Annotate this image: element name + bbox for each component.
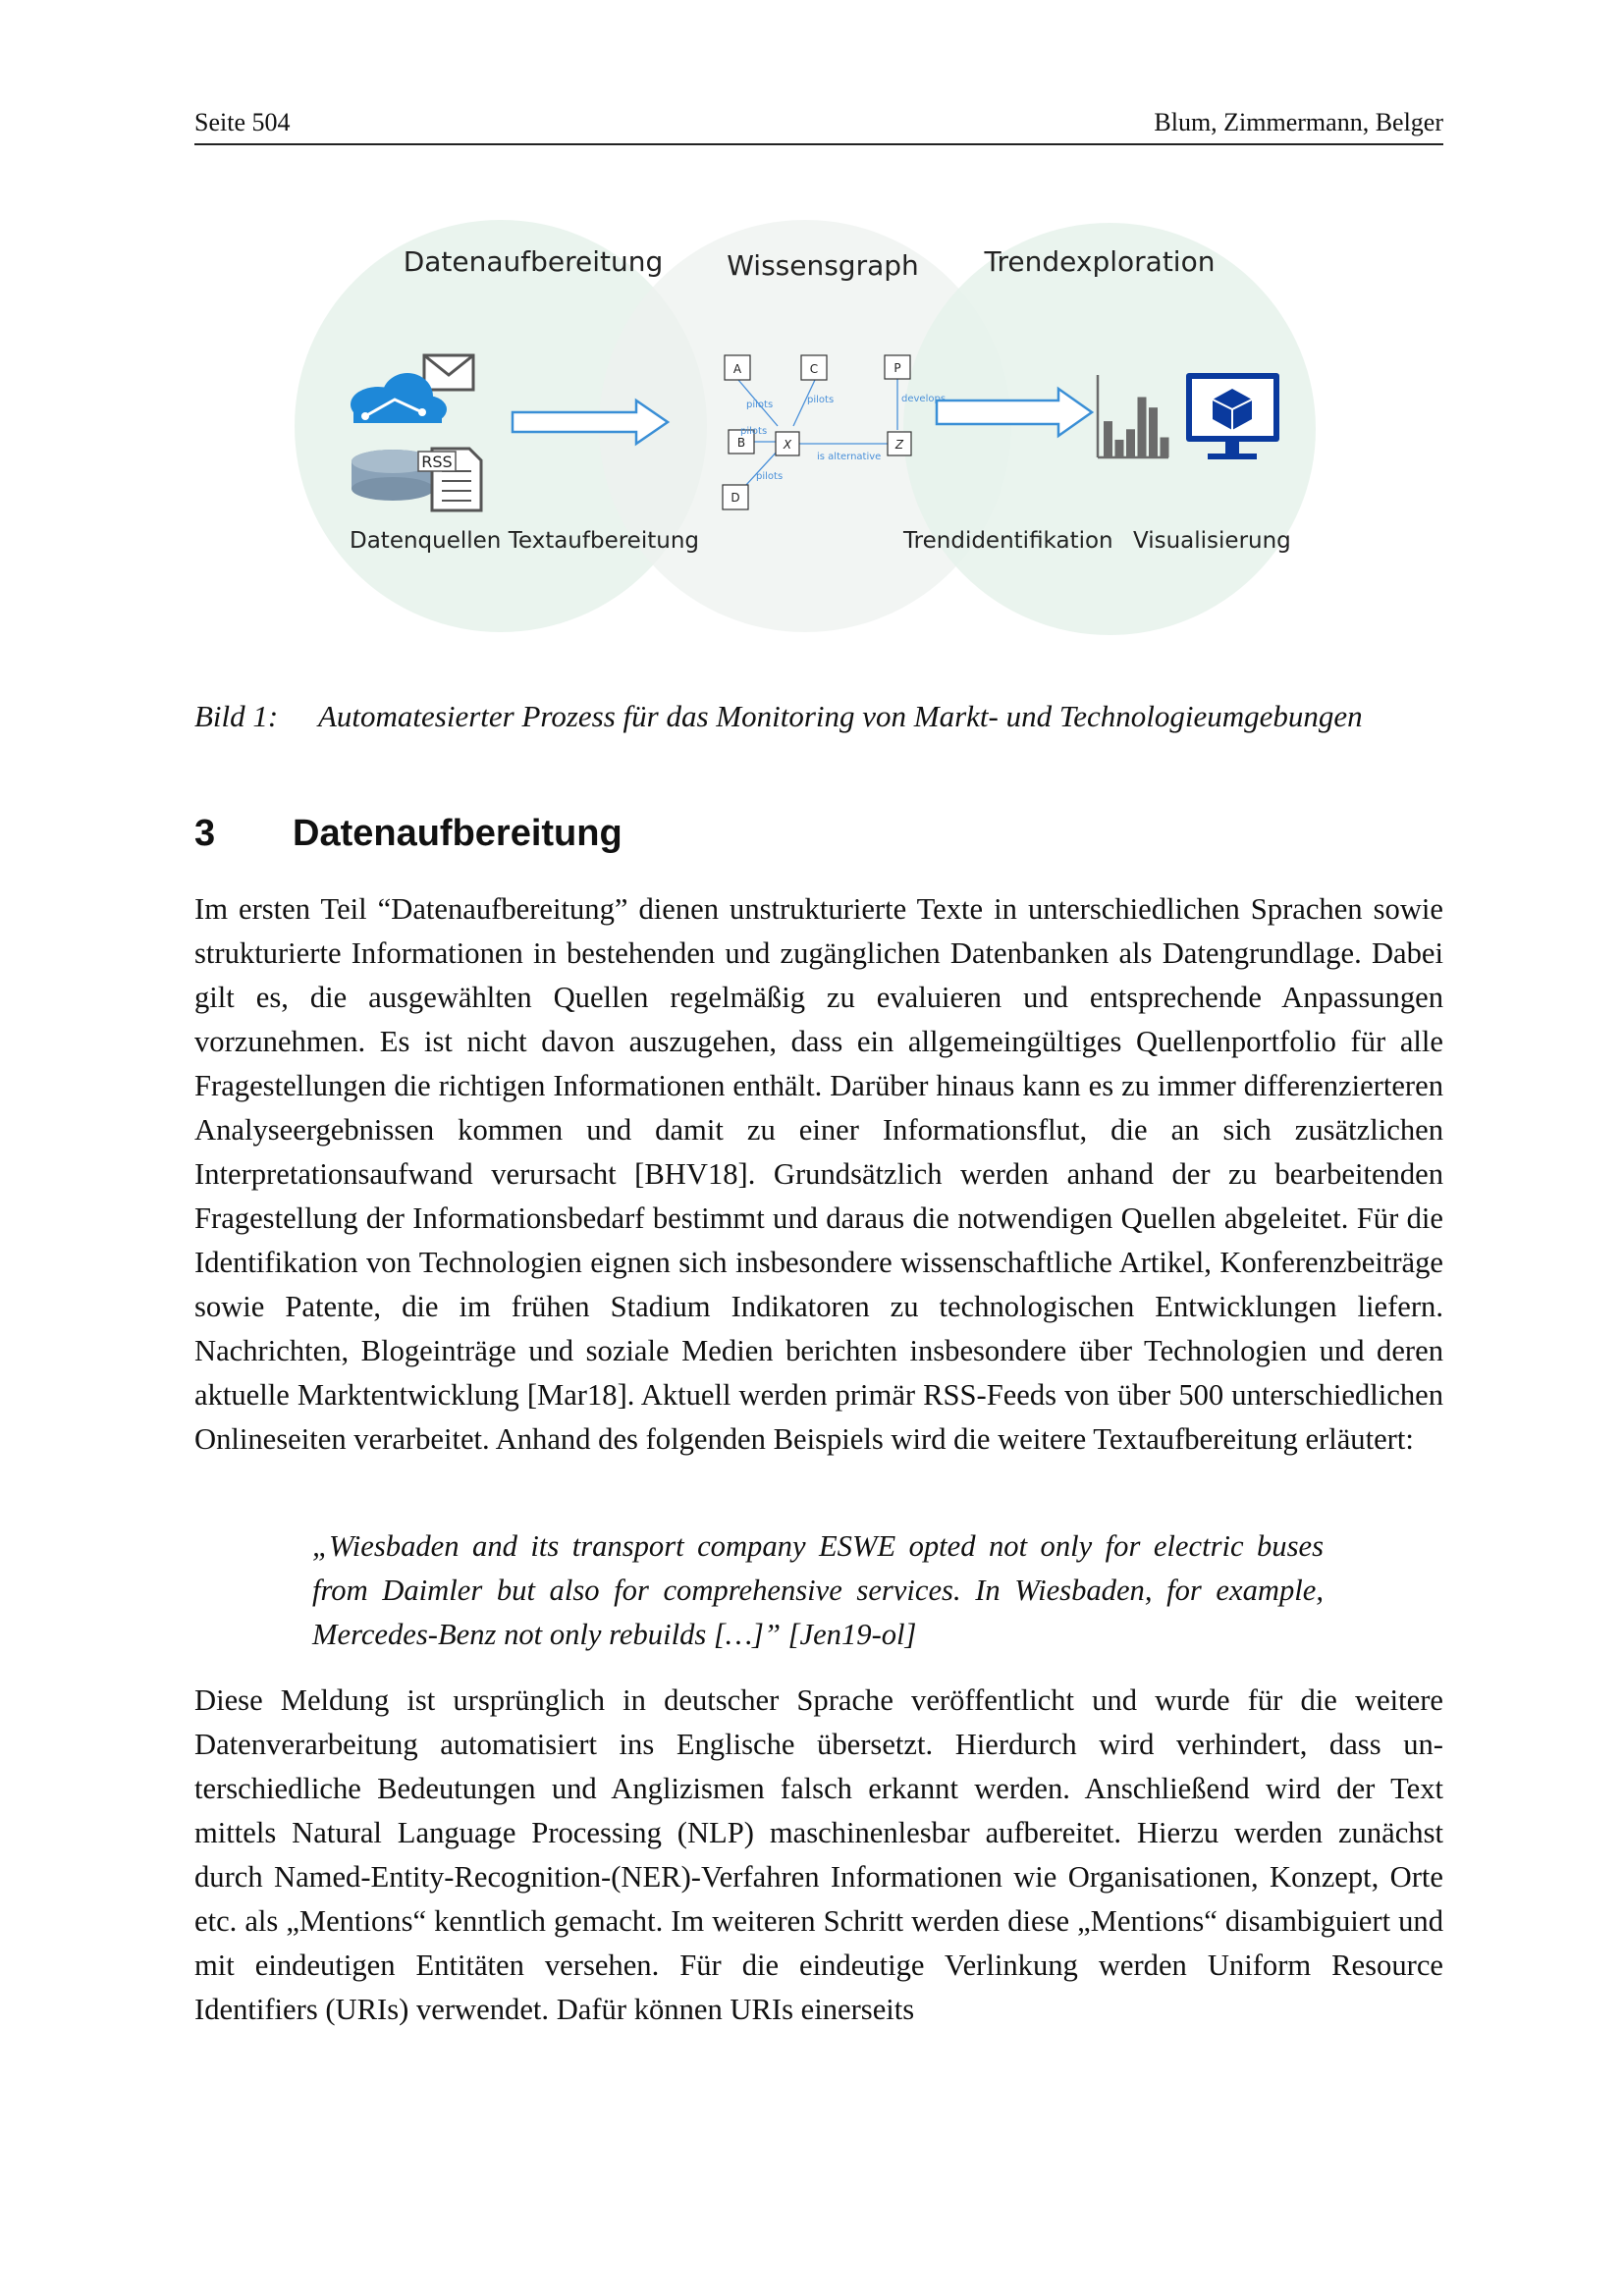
caption-label: Bild 1:	[194, 699, 279, 733]
graph-node-b: B	[736, 436, 746, 450]
edge-label-pilots-a: pilots	[746, 400, 774, 410]
edge-label-pilots-b: pilots	[740, 426, 768, 437]
bar-icon-bar	[1104, 421, 1112, 457]
bar-icon-bar	[1161, 438, 1169, 458]
stage-title-trendexploration: Trendexploration	[984, 245, 1216, 278]
stage-title-wissensgraph: Wissensgraph	[727, 249, 919, 282]
page-number: Seite 504	[194, 108, 291, 136]
graph-node-p: P	[893, 361, 901, 375]
graph-node-d: D	[731, 491, 740, 505]
block-quote: „Wiesbaden and its transport company ESWE opted not only for electric buses from Daimler but also for comprehensive services. In Wiesbaden, for example, Mercedes-Benz not only rebuilds […]” [Jen19-ol]	[312, 1529, 1324, 1651]
bar-icon-bar	[1149, 407, 1158, 457]
rss-label: RSS	[421, 453, 453, 471]
label-visualisierung: Visualisierung	[1133, 528, 1291, 554]
figure-caption	[194, 699, 1443, 734]
edge-label-pilots-d: pilots	[756, 471, 784, 482]
body-paragraph-2: Diese Meldung ist ursprünglich in deutscher Sprache veröffentlicht und wurde für die weitere Datenverarbeitung automatisiert ins Englische übersetzt. Hierdurch wird verhindert, dass unterschiedliche Bedeutungen und Anglizismen falsch erkannt werden. Anschließend wird der Text mittels Natural Language Processing (NLP) maschinenlesbar aufbereitet. Hierzu werden zunächst durch Named-Entity-Recognition-(NER)-Verfahren Informationen wie Organisationen, Konzept, Orte etc. als „Mentions“ kenntlich gemacht. Im weiteren Schritt werden diese „Mentions“ disambiguiert und mit eindeutigen Entitäten versehen. Für die eindeutige Verlinkung werden Uniform Resource Identifiers (URIs) verwendet. Dafür können URIs einerseits	[194, 1683, 1443, 2026]
graph-node-a: A	[732, 362, 742, 376]
mail-icon	[424, 355, 473, 390]
bar-icon-bar	[1115, 440, 1124, 457]
edge-label-pilots-c: pilots	[807, 395, 835, 405]
caption-text: Automatesierter Prozess für das Monitoring von Markt- und Technologieumgebungen	[318, 699, 1363, 733]
body-paragraph-1: Im ersten Teil “Datenaufbereitung” dienen unstrukturierte Texte in unterschiedlichen Sprachen sowie strukturierte Informationen in bestehenden und zugänglichen Datenbanken als Datengrundlage. Dabei gilt es, die ausgewählten Quellen regelmäßig zu evaluieren und entsprechende Anpassungen vorzunehmen. Es ist nicht davon auszugehen, dass ein allgemeingültiges Quellenportfolio für alle Fragestellungen die richtigen Informationen enthält. Darüber hinaus kann es zu immer differenzierteren Analyseergebnissen kommen und damit zu einer Informationsflut, die an sich zusätzlichen Interpretationsaufwand verursacht [BHV18]. Grundsätzlich werden anhand der zu bearbeitenden Fragestellung der Informationsbedarf bestimmt und daraus die notwendigen Quellen abgeleitet. Für die Identifikation von Technologien eignen sich insbesondere wissenschaftliche Artikel, Konferenzbeiträge sowie Patente, die im frühen Stadium Indikatoren zu technologischen Entwicklungen liefern. Nachrichten, Blogeinträge und soziale Medien berichten insbesondere über Technologien und deren aktuelle Marktentwicklung [Mar18]. Aktuell werden primär RSS-Feeds von über 500 unterschiedlichen Onlineseiten verarbeitet. Anhand des folgenden Beispiels wird die weitere Textaufbereitung erläutert:	[194, 892, 1443, 1456]
label-datenquellen-textaufbereitung: Datenquellen Textaufbereitung	[350, 528, 699, 554]
graph-node-x: X	[783, 438, 792, 452]
stage-title-datenaufbereitung: Datenaufbereitung	[403, 245, 664, 278]
page-header	[194, 108, 1443, 145]
graph-node-z: Z	[894, 438, 904, 452]
process-figure	[285, 208, 1345, 660]
bar-icon-bar	[1126, 429, 1135, 457]
section-heading	[194, 813, 623, 855]
edge-label-develops: develops	[901, 394, 947, 404]
section-title: Datenaufbereitung	[293, 813, 623, 854]
graph-node-c: C	[809, 362, 819, 376]
authors: Blum, Zimmermann, Belger	[1154, 108, 1443, 136]
edge-label-is-alternative: is alternative	[817, 452, 882, 462]
bar-icon-bar	[1138, 398, 1147, 458]
label-trendidentifikation: Trendidentifikation	[903, 528, 1113, 554]
process-diagram	[285, 208, 1345, 660]
section-number: 3	[194, 813, 216, 854]
